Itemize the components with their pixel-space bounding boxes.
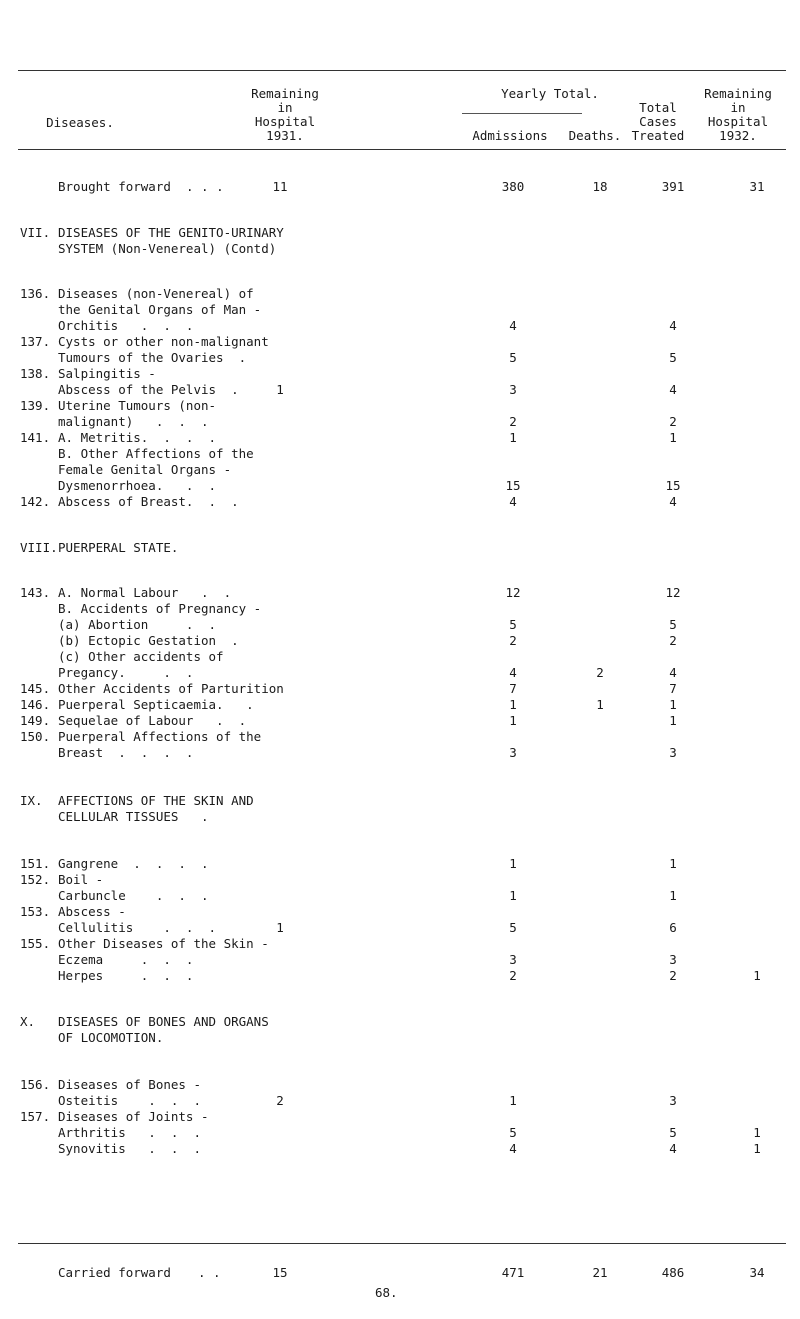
cell-admissions: 3 bbox=[509, 382, 517, 397]
row-disease-text: Uterine Tumours (non- bbox=[58, 398, 217, 413]
row-disease-text: Diseases of Joints - bbox=[58, 1109, 209, 1124]
row-disease-text: Eczema . . . bbox=[58, 952, 194, 967]
row-number: 138. bbox=[20, 366, 51, 381]
row-number: 153. bbox=[20, 904, 51, 919]
cell-admissions: 5 bbox=[509, 1125, 517, 1140]
row-disease-text: Herpes . . . bbox=[58, 968, 194, 983]
cell-total: 7 bbox=[669, 681, 677, 696]
header-diseases: Diseases. bbox=[46, 115, 114, 130]
top-rule bbox=[18, 70, 786, 71]
table-row bbox=[0, 969, 800, 983]
cell-total: 12 bbox=[665, 585, 681, 600]
table-row bbox=[0, 1126, 800, 1140]
table-row bbox=[0, 541, 800, 555]
row-disease-text: PUERPERAL STATE. bbox=[58, 540, 179, 555]
table-row bbox=[0, 857, 800, 871]
table-row bbox=[0, 873, 800, 887]
row-number: 150. bbox=[20, 729, 51, 744]
cell-total: 1 bbox=[669, 713, 677, 728]
brought-forward-dots: . . . bbox=[186, 179, 224, 194]
cell-total: 2 bbox=[669, 414, 677, 429]
cell-admissions: 1 bbox=[509, 713, 517, 728]
row-disease-text: Female Genital Organs - bbox=[58, 462, 232, 477]
table-row bbox=[0, 367, 800, 381]
cell-admissions: 1 bbox=[509, 697, 517, 712]
table-row bbox=[0, 666, 800, 680]
row-disease-text: Gangrene . . . . bbox=[58, 856, 209, 871]
header-total-cases: Total Cases Treated bbox=[631, 100, 685, 143]
row-disease-text: A. Metritis. . . . bbox=[58, 430, 217, 445]
cell-remaining-1931: 1 bbox=[276, 920, 284, 935]
table-row bbox=[0, 810, 800, 824]
row-number: 146. bbox=[20, 697, 51, 712]
row-disease-text: Diseases of Bones - bbox=[58, 1077, 201, 1092]
row-disease-text: Other Diseases of the Skin - bbox=[58, 936, 269, 951]
table-row bbox=[0, 1078, 800, 1092]
row-number: 142. bbox=[20, 494, 51, 509]
cell-remaining-1931: 2 bbox=[276, 1093, 284, 1108]
cell-remaining-1931: 1 bbox=[276, 382, 284, 397]
cell-deaths: 2 bbox=[596, 665, 604, 680]
table-row bbox=[0, 602, 800, 616]
row-disease-text: Abscess of the Pelvis . bbox=[58, 382, 239, 397]
carried-forward-deaths: 21 bbox=[592, 1265, 608, 1280]
row-disease-text: Cysts or other non-malignant bbox=[58, 334, 269, 349]
cell-admissions: 2 bbox=[509, 968, 517, 983]
table-row bbox=[0, 634, 800, 648]
cell-total: 1 bbox=[669, 856, 677, 871]
table-row bbox=[0, 682, 800, 696]
row-disease-text: Breast . . . . bbox=[58, 745, 194, 760]
row-number: 145. bbox=[20, 681, 51, 696]
carried-forward-remaining-1932: 34 bbox=[749, 1265, 765, 1280]
row-number: 143. bbox=[20, 585, 51, 600]
table-row bbox=[0, 447, 800, 461]
row-disease-text: (b) Ectopic Gestation . bbox=[58, 633, 239, 648]
row-disease-text: Synovitis . . . bbox=[58, 1141, 201, 1156]
cell-admissions: 4 bbox=[509, 665, 517, 680]
cell-admissions: 3 bbox=[509, 952, 517, 967]
row-disease-text: the Genital Organs of Man - bbox=[58, 302, 262, 317]
cell-total: 4 bbox=[669, 665, 677, 680]
cell-total: 4 bbox=[669, 494, 677, 509]
row-number: 157. bbox=[20, 1109, 51, 1124]
cell-total: 4 bbox=[669, 318, 677, 333]
table-row bbox=[0, 937, 800, 951]
carried-forward-dots: . . bbox=[198, 1265, 221, 1280]
table-row bbox=[0, 1015, 800, 1029]
row-disease-text: Other Accidents of Parturition bbox=[58, 681, 284, 696]
carried-forward-admissions: 471 bbox=[501, 1265, 525, 1280]
cell-total: 5 bbox=[669, 350, 677, 365]
cell-admissions: 1 bbox=[509, 430, 517, 445]
table-row bbox=[0, 287, 800, 301]
brought-forward-deaths: 18 bbox=[592, 179, 608, 194]
brought-forward-remaining: 11 bbox=[272, 179, 288, 194]
carried-forward-total: 486 bbox=[661, 1265, 685, 1280]
table-row bbox=[0, 415, 800, 429]
cell-total: 1 bbox=[669, 697, 677, 712]
row-number: 156. bbox=[20, 1077, 51, 1092]
table-row bbox=[0, 335, 800, 349]
page-number: 68. bbox=[375, 1285, 398, 1300]
row-disease-text: Puerperal Septicaemia. . bbox=[58, 697, 254, 712]
row-disease-text: Abscess of Breast. . . bbox=[58, 494, 239, 509]
row-disease-text: B. Accidents of Pregnancy - bbox=[58, 601, 262, 616]
row-disease-text: Boil - bbox=[58, 872, 104, 887]
table-row bbox=[0, 1094, 800, 1108]
cell-total: 4 bbox=[669, 382, 677, 397]
row-disease-text: Arthritis . . . bbox=[58, 1125, 201, 1140]
row-disease-text: A. Normal Labour . . bbox=[58, 585, 232, 600]
table-row bbox=[0, 889, 800, 903]
cell-total: 1 bbox=[669, 430, 677, 445]
cell-admissions: 4 bbox=[509, 318, 517, 333]
cell-admissions: 5 bbox=[509, 617, 517, 632]
cell-admissions: 1 bbox=[509, 856, 517, 871]
row-disease-text: SYSTEM (Non-Venereal) (Contd) bbox=[58, 241, 277, 256]
cell-admissions: 15 bbox=[505, 478, 521, 493]
row-disease-text: CELLULAR TISSUES . bbox=[58, 809, 209, 824]
row-disease-text: Puerperal Affections of the bbox=[58, 729, 262, 744]
table-row bbox=[0, 746, 800, 760]
cell-total: 2 bbox=[669, 968, 677, 983]
carried-forward-remaining: 15 bbox=[272, 1265, 288, 1280]
cell-total: 5 bbox=[669, 617, 677, 632]
table-row bbox=[0, 431, 800, 445]
cell-admissions: 12 bbox=[505, 585, 521, 600]
cell-total: 15 bbox=[665, 478, 681, 493]
table-row bbox=[0, 351, 800, 365]
cell-total: 6 bbox=[669, 920, 677, 935]
row-disease-text: (a) Abortion . . bbox=[58, 617, 217, 632]
cell-admissions: 1 bbox=[509, 1093, 517, 1108]
table-row bbox=[0, 1110, 800, 1124]
header-yearly-total: Yearly Total. bbox=[501, 86, 599, 101]
brought-forward-row bbox=[0, 180, 800, 194]
cell-admissions: 2 bbox=[509, 414, 517, 429]
brought-forward-remaining-1932: 31 bbox=[749, 179, 765, 194]
cell-total: 5 bbox=[669, 1125, 677, 1140]
cell-total: 3 bbox=[669, 952, 677, 967]
row-number: 155. bbox=[20, 936, 51, 951]
cell-deaths: 1 bbox=[596, 697, 604, 712]
row-number: X. bbox=[20, 1014, 36, 1029]
table-row bbox=[0, 953, 800, 967]
row-number: IX. bbox=[20, 793, 43, 808]
table-row bbox=[0, 1142, 800, 1156]
header-deaths: Deaths. bbox=[568, 128, 622, 143]
row-disease-text: Osteitis . . . bbox=[58, 1093, 201, 1108]
row-disease-text: Dysmenorrhoea. . . bbox=[58, 478, 217, 493]
row-number: 136. bbox=[20, 286, 51, 301]
row-disease-text: B. Other Affections of the bbox=[58, 446, 254, 461]
table-row bbox=[0, 242, 800, 256]
row-number: 137. bbox=[20, 334, 51, 349]
table-row bbox=[0, 698, 800, 712]
header-remaining-1932: Remaining in Hospital 1932. bbox=[704, 86, 772, 143]
row-number: VII. bbox=[20, 225, 51, 240]
table-row bbox=[0, 383, 800, 397]
cell-total: 4 bbox=[669, 1141, 677, 1156]
cell-admissions: 5 bbox=[509, 920, 517, 935]
row-number: 152. bbox=[20, 872, 51, 887]
row-number: VIII. bbox=[20, 540, 58, 555]
table-row bbox=[0, 495, 800, 509]
cell-total: 3 bbox=[669, 1093, 677, 1108]
yearly-total-underline bbox=[462, 113, 582, 114]
table-row bbox=[0, 905, 800, 919]
row-disease-text: (c) Other accidents of bbox=[58, 649, 224, 664]
cell-admissions: 4 bbox=[509, 494, 517, 509]
table-row bbox=[0, 714, 800, 728]
row-disease-text: Pregancy. . . bbox=[58, 665, 194, 680]
table-row bbox=[0, 618, 800, 632]
cell-remaining-1932: 1 bbox=[753, 1141, 761, 1156]
cell-admissions: 1 bbox=[509, 888, 517, 903]
cell-total: 3 bbox=[669, 745, 677, 760]
cell-admissions: 4 bbox=[509, 1141, 517, 1156]
row-disease-text: Salpingitis - bbox=[58, 366, 156, 381]
bottom-rule bbox=[18, 1243, 786, 1244]
table-row bbox=[0, 794, 800, 808]
row-disease-text: Abscess - bbox=[58, 904, 126, 919]
table-row bbox=[0, 303, 800, 317]
row-disease-text: OF LOCOMOTION. bbox=[58, 1030, 164, 1045]
cell-remaining-1932: 1 bbox=[753, 968, 761, 983]
table-row bbox=[0, 319, 800, 333]
row-disease-text: Diseases (non-Venereal) of bbox=[58, 286, 254, 301]
cell-total: 2 bbox=[669, 633, 677, 648]
table-row bbox=[0, 463, 800, 477]
table-row bbox=[0, 1031, 800, 1045]
table-row bbox=[0, 479, 800, 493]
cell-admissions: 7 bbox=[509, 681, 517, 696]
row-disease-text: DISEASES OF BONES AND ORGANS bbox=[58, 1014, 269, 1029]
carried-forward-label: Carried forward bbox=[58, 1265, 171, 1280]
table-row bbox=[0, 399, 800, 413]
row-number: 141. bbox=[20, 430, 51, 445]
cell-admissions: 5 bbox=[509, 350, 517, 365]
row-disease-text: Tumours of the Ovaries . bbox=[58, 350, 247, 365]
row-disease-text: Cellulitis . . . bbox=[58, 920, 217, 935]
row-disease-text: Orchitis . . . bbox=[58, 318, 194, 333]
header-admissions: Admissions bbox=[472, 128, 548, 143]
row-disease-text: Sequelae of Labour . . bbox=[58, 713, 247, 728]
table-row bbox=[0, 650, 800, 664]
row-disease-text: Carbuncle . . . bbox=[58, 888, 209, 903]
row-number: 139. bbox=[20, 398, 51, 413]
row-number: 151. bbox=[20, 856, 51, 871]
table-row bbox=[0, 226, 800, 240]
cell-admissions: 3 bbox=[509, 745, 517, 760]
table-row bbox=[0, 921, 800, 935]
table-row bbox=[0, 730, 800, 744]
carried-forward-row bbox=[0, 1266, 800, 1280]
brought-forward-admissions: 380 bbox=[501, 179, 525, 194]
brought-forward-total: 391 bbox=[661, 179, 685, 194]
row-disease-text: DISEASES OF THE GENITO-URINARY bbox=[58, 225, 284, 240]
cell-remaining-1932: 1 bbox=[753, 1125, 761, 1140]
cell-total: 1 bbox=[669, 888, 677, 903]
header-bottom-rule bbox=[18, 149, 786, 150]
table-row bbox=[0, 586, 800, 600]
cell-admissions: 2 bbox=[509, 633, 517, 648]
row-disease-text: malignant) . . . bbox=[58, 414, 209, 429]
row-disease-text: AFFECTIONS OF THE SKIN AND bbox=[58, 793, 254, 808]
header-remaining-1931: Remaining in Hospital 1931. bbox=[251, 86, 319, 143]
brought-forward-label: Brought forward bbox=[58, 179, 171, 194]
row-number: 149. bbox=[20, 713, 51, 728]
